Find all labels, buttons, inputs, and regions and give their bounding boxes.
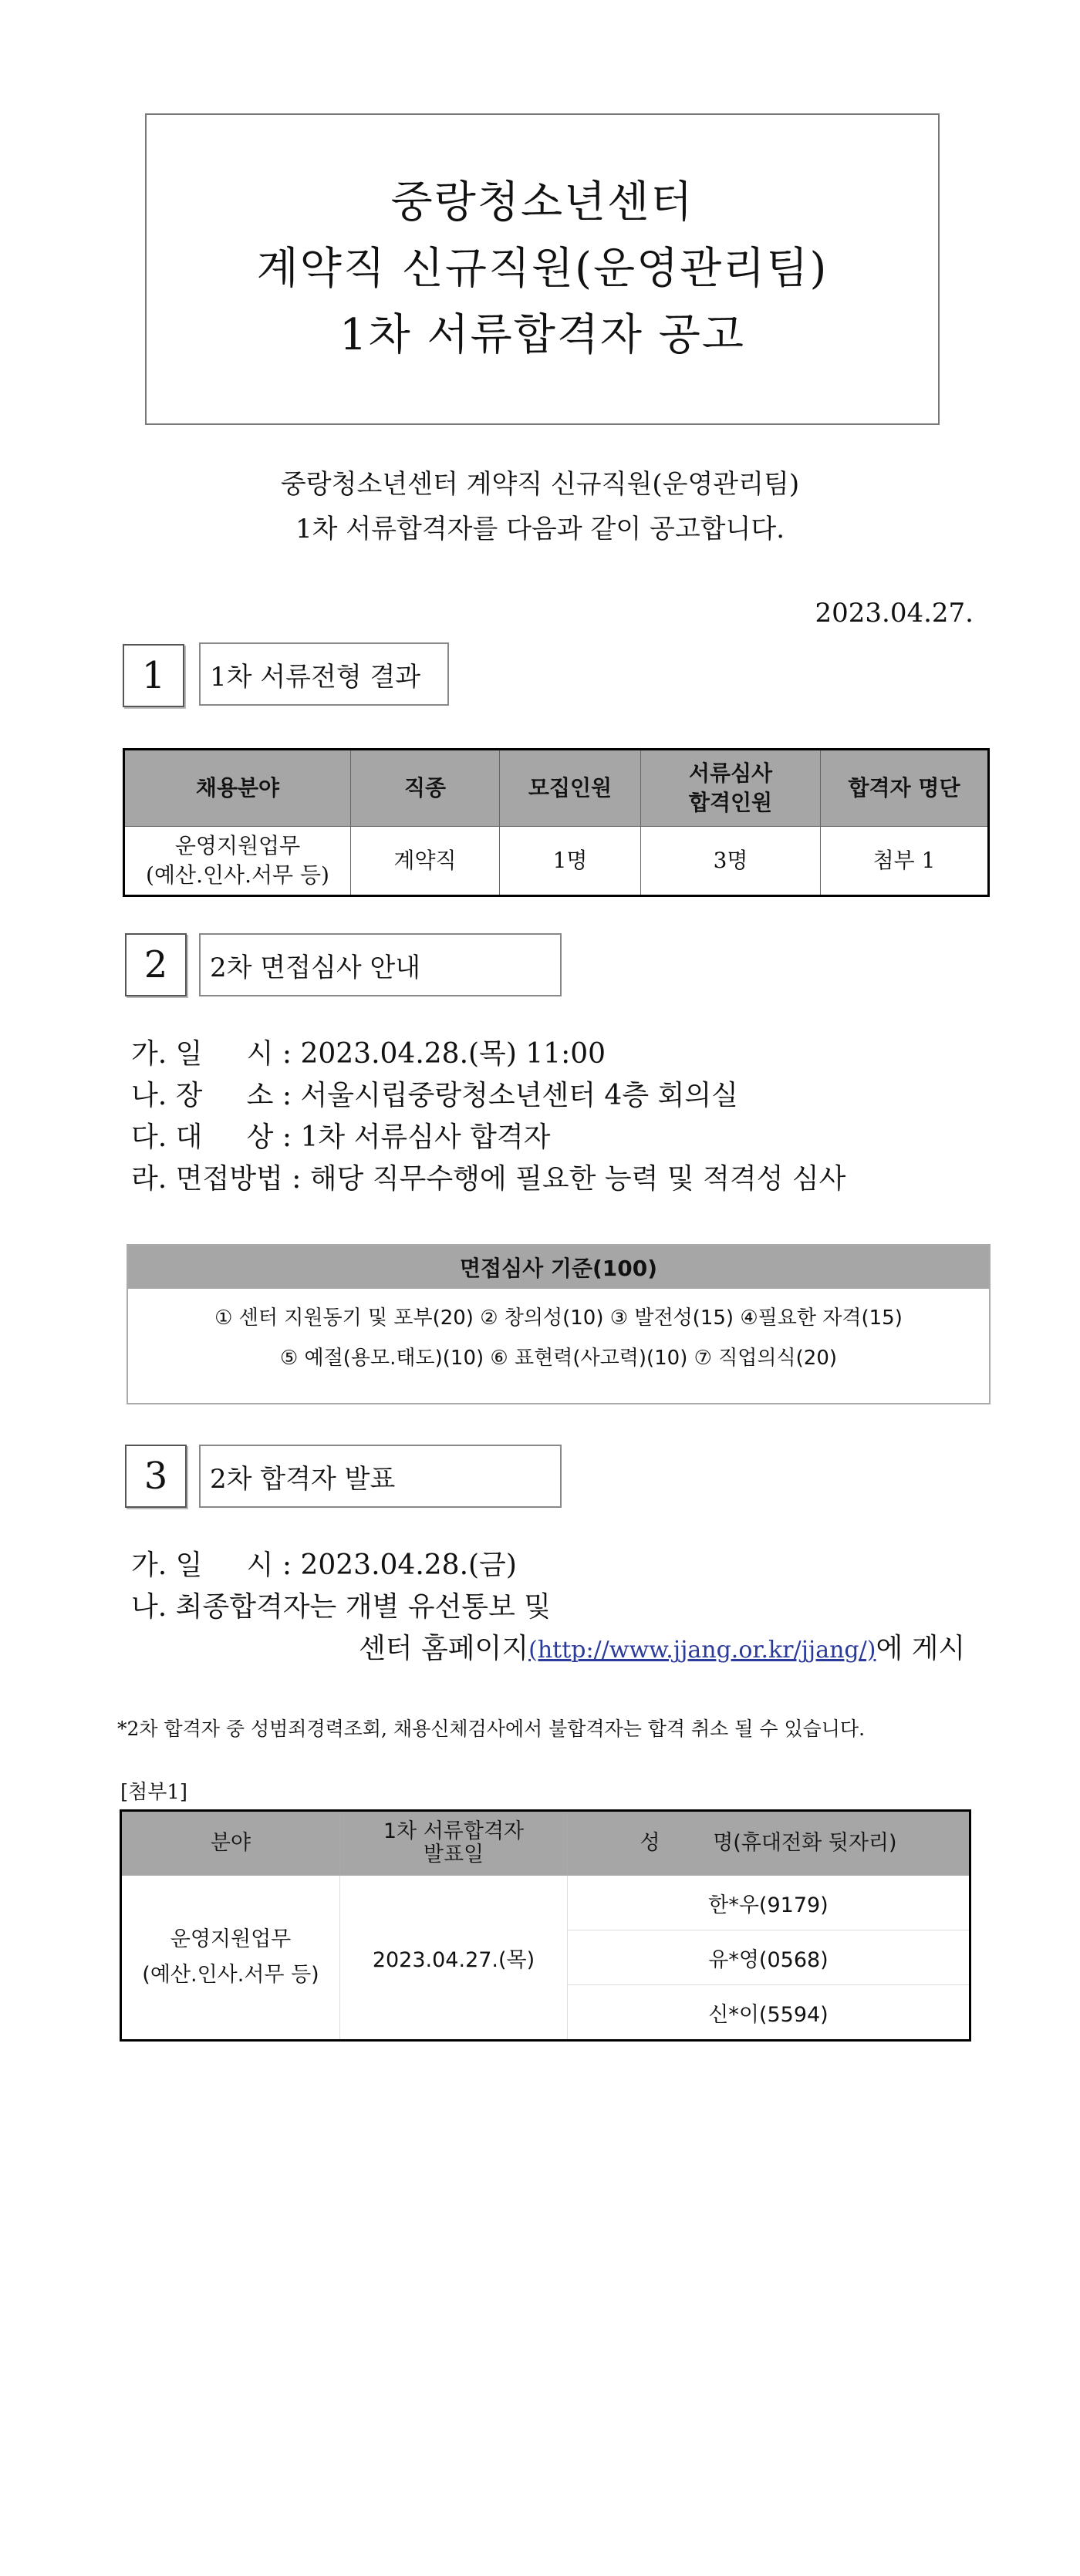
homepage-suffix: 에 게시: [876, 1633, 966, 1664]
cell-field-line-2: (예산.인사.서무 등): [142, 1963, 319, 1987]
cell-field: [121, 1876, 340, 2041]
table-row: [124, 827, 989, 896]
cell-name-1: 한*우(9179): [568, 1876, 970, 1930]
cell-recruit: 1명: [500, 827, 641, 896]
criteria-body: [128, 1289, 989, 1378]
announce-item-homepage: [359, 1628, 965, 1671]
disqualification-note: *2차 합격자 중 성범죄경력조회, 채용신체검사에서 불합격자는 합격 취소 될 수 있습니다.: [117, 1718, 866, 1740]
header-passed: [641, 750, 821, 827]
cell-name-2: 유*영(0568): [568, 1930, 970, 1985]
homepage-prefix: 센터 홈페이지: [359, 1633, 529, 1664]
interview-criteria-box: [127, 1244, 991, 1404]
criteria-title: 면접심사 기준(100): [128, 1246, 989, 1289]
header-type: 직종: [351, 750, 500, 827]
intro-line-2: 1차 서류합격자를 다음과 같이 공고합니다.: [295, 514, 785, 545]
header-field: 분야: [121, 1811, 340, 1876]
header-passed-line-2: 합격인원: [688, 790, 773, 815]
section-2-title: 2차 면접심사 안내: [199, 933, 562, 996]
screening-result-table: [123, 748, 990, 897]
title-box: [145, 113, 940, 425]
section-1-title: 1차 서류전형 결과: [199, 642, 449, 706]
interview-item-date: 가. 일 시 : 2023.04.28.(목) 11:00: [131, 1038, 606, 1070]
section-3-number: 3: [125, 1445, 187, 1508]
title-line-2: 계약직 신규직원(운영관리팀): [256, 244, 829, 294]
header-name: 성 명(휴대전화 뒷자리): [568, 1811, 970, 1876]
title-line-3: 1차 서류합격자 공고: [339, 310, 745, 360]
cell-passed: 3명: [641, 827, 821, 896]
criteria-line-2: ⑤ 예절(용모.태도)(10) ⑥ 표현력(사고력)(10) ⑦ 직업의식(20): [279, 1347, 838, 1370]
homepage-link[interactable]: (http://www.jjang.or.kr/jjang/): [528, 1637, 876, 1664]
cell-type: 계약직: [351, 827, 500, 896]
cell-list: 첨부 1: [821, 827, 989, 896]
announce-item-notice: 나. 최종합격자는 개별 유선통보 및: [131, 1591, 552, 1623]
interview-item-method: 라. 면접방법 : 해당 직무수행에 필요한 능력 및 적격성 심사: [131, 1163, 846, 1195]
table-header-row: [124, 750, 989, 827]
attachment-label: [첨부1]: [120, 1781, 188, 1804]
cell-announce-date: 2023.04.27.(목): [340, 1876, 568, 2041]
interview-item-place: 나. 장 소 : 서울시립중랑청소년센터 4층 회의실: [131, 1080, 738, 1111]
section-3-title: 2차 합격자 발표: [199, 1445, 562, 1508]
header-announce-date: [340, 1811, 568, 1876]
section-1-number: 1: [123, 644, 184, 707]
header-date-line-2: 발표일: [423, 1843, 484, 1866]
header-list: 합격자 명단: [821, 750, 989, 827]
title-line-1: 중랑청소년센터: [390, 177, 694, 228]
cell-name-3: 신*이(5594): [568, 1985, 970, 2041]
announce-item-date: 가. 일 시 : 2023.04.28.(금): [131, 1549, 517, 1581]
header-passed-line-1: 서류심사: [688, 760, 773, 786]
intro-line-1: 중랑청소년센터 계약직 신규직원(운영관리팀): [280, 469, 800, 500]
announcement-date: 2023.04.27.: [815, 598, 974, 629]
table-header-row: [121, 1811, 970, 1876]
header-recruit: 모집인원: [500, 750, 641, 827]
cell-field: [124, 827, 351, 896]
interview-item-target: 다. 대 상 : 1차 서류심사 합격자: [131, 1121, 551, 1153]
header-field: 채용분야: [124, 750, 351, 827]
passed-applicants-table: [120, 1809, 971, 2042]
cell-field-line-2: (예산.인사.서무 등): [146, 862, 329, 888]
criteria-line-1: ① 센터 지원동기 및 포부(20) ② 창의성(10) ③ 발전성(15) ④필요한 자격(15): [214, 1307, 903, 1330]
section-2-number: 2: [125, 933, 187, 996]
cell-field-line-1: 운영지원업무: [170, 1927, 292, 1951]
table-row: [121, 1876, 970, 1930]
header-date-line-1: 1차 서류합격자: [383, 1819, 525, 1843]
cell-field-line-1: 운영지원업무: [174, 833, 301, 858]
